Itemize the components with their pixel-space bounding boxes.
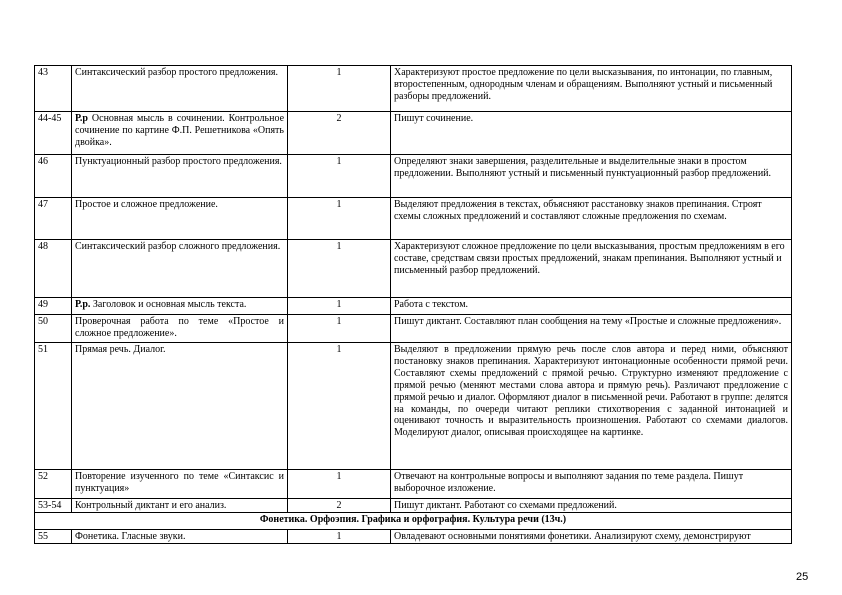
table-row	[35, 66, 792, 112]
lesson-activity: Пишут диктант. Составляют план сообщения на тему «Простые и сложные предложения».	[391, 315, 792, 343]
table-row	[35, 315, 792, 343]
lesson-activity: Определяют знаки завершения, разделительные и выделительные знаки в простом предложении. Выполняют устный и письменный пунктуационный разбор предложений.	[391, 155, 792, 198]
lesson-topic	[72, 112, 288, 155]
lesson-hours: 1	[288, 470, 391, 499]
lesson-activity: Отвечают на контрольные вопросы и выполняют задания по теме раздела. Пишут выборочное изложение.	[391, 470, 792, 499]
lesson-topic-text: Основная мысль в сочинении. Контрольное сочинение по картине Ф.П. Решетникова «Опять двойка».	[75, 113, 285, 148]
table-row	[35, 198, 792, 240]
lesson-number: 50	[35, 315, 72, 343]
lesson-topic: Синтаксический разбор простого предложения.	[72, 66, 288, 112]
lesson-topic: Проверочная работа по теме «Простое и сложное предложение».	[72, 315, 288, 343]
lesson-number: 43	[35, 66, 72, 112]
lesson-hours: 1	[288, 298, 391, 315]
lesson-activity: Пишут сочинение.	[391, 112, 792, 155]
table-row	[35, 155, 792, 198]
table-row	[35, 298, 792, 315]
lesson-activity: Выделяют предложения в текстах, объясняют расстановку знаков препинания. Строят схемы сложных предложений и составляют сложные предложения по схемам.	[391, 198, 792, 240]
speech-development-tag: Р.р	[75, 113, 88, 124]
lesson-plan-table	[34, 65, 792, 544]
lesson-topic-text: Заголовок и основная мысль текста.	[92, 299, 247, 310]
lesson-number: 46	[35, 155, 72, 198]
table-row	[35, 343, 792, 470]
page-number: 25	[796, 571, 809, 583]
lesson-hours: 1	[288, 315, 391, 343]
lesson-number: 49	[35, 298, 72, 315]
lesson-hours: 1	[288, 240, 391, 298]
lesson-number: 47	[35, 198, 72, 240]
lesson-hours: 1	[288, 198, 391, 240]
speech-development-tag: Р.р.	[75, 299, 91, 310]
lesson-number: 51	[35, 343, 72, 470]
lesson-topic: Фонетика. Гласные звуки.	[72, 530, 288, 544]
table-row	[35, 499, 792, 513]
table-row	[35, 530, 792, 544]
lesson-activity: Работа с текстом.	[391, 298, 792, 315]
lesson-number: 52	[35, 470, 72, 499]
lesson-activity: Овладевают основными понятиями фонетики. Анализируют схему, демонстрируют	[391, 530, 792, 544]
lesson-number: 55	[35, 530, 72, 544]
lesson-hours: 1	[288, 66, 391, 112]
lesson-topic: Контрольный диктант и его анализ.	[72, 499, 288, 513]
lesson-hours: 2	[288, 112, 391, 155]
lesson-topic	[72, 298, 288, 315]
lesson-hours: 1	[288, 530, 391, 544]
lesson-topic: Синтаксический разбор сложного предложения.	[72, 240, 288, 298]
lesson-topic: Прямая речь. Диалог.	[72, 343, 288, 470]
lesson-number: 48	[35, 240, 72, 298]
section-heading: Фонетика. Орфоэпия. Графика и орфография. Культура речи (13ч.)	[35, 513, 792, 530]
lesson-activity: Характеризуют сложное предложение по цели высказывания, простым предложениям в его составе, средствам связи простых предложений, знакам препинания. Выполняют устный и письменный разбор предложений.	[391, 240, 792, 298]
lesson-topic: Пунктуационный разбор простого предложения.	[72, 155, 288, 198]
lesson-hours: 1	[288, 343, 391, 470]
lesson-number: 53-54	[35, 499, 72, 513]
lesson-hours: 1	[288, 155, 391, 198]
lesson-activity: Пишут диктант. Работают со схемами предложений.	[391, 499, 792, 513]
lesson-hours: 2	[288, 499, 391, 513]
table-row	[35, 470, 792, 499]
lesson-activity: Выделяют в предложении прямую речь после слов автора и перед ними, объясняют постановку знаков препинания. Характеризуют интонационные особенности прямой речи. Составляют схемы предложений с прямой речью. Структурно изменяют предложение с прямой речью (меняют местами слова автора и прямую речь). Различают предложение с прямой речью и диалог. Оформляют диалог в письменной речи. Работают в группе: делятся на команды, по очереди читают реплики стихотворения с заданной интонацией и оценивают точность и выразительность произношения. Работают со схемами диалогов. Моделируют диалог, описывая происходящее на картинке.	[391, 343, 792, 470]
table-row	[35, 112, 792, 155]
lesson-topic: Простое и сложное предложение.	[72, 198, 288, 240]
section-heading-row	[35, 513, 792, 530]
table-row	[35, 240, 792, 298]
lesson-activity: Характеризуют простое предложение по цели высказывания, по интонации, по главным, второстепенным, однородным членам и обращениям. Выполняют устный и письменный разборы предложений.	[391, 66, 792, 112]
lesson-topic: Повторение изученного по теме «Синтаксис и пунктуация»	[72, 470, 288, 499]
lesson-number: 44-45	[35, 112, 72, 155]
